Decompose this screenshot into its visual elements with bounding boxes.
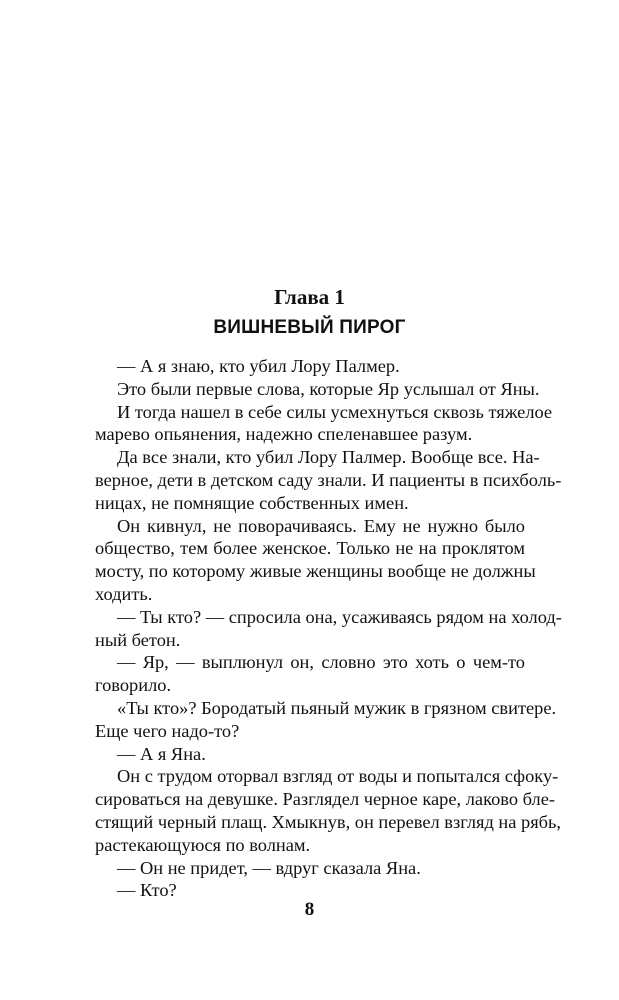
text-line: ходить. bbox=[95, 583, 153, 604]
text-line: — А я Яна. bbox=[117, 743, 206, 764]
text-line: Да все знали, кто убил Лору Палмер. Вообще все. На- bbox=[117, 447, 540, 468]
body-text bbox=[95, 355, 562, 902]
text-line: — А я знаю, кто убил Лору Палмер. bbox=[117, 356, 400, 376]
text-line: «Ты кто»? Бородатый пьяный мужик в грязном свитере. bbox=[117, 697, 557, 718]
text-line: марево опьянения, надежно спеленавшее разум. bbox=[95, 424, 473, 445]
chapter-title: ВИШНЕВЫЙ ПИРОГ bbox=[213, 317, 406, 338]
text-line: Это были первые слова, которые Яр услышал от Яны. bbox=[117, 378, 540, 399]
text-line: Он с трудом оторвал взгляд от воды и попытался сфоку- bbox=[117, 766, 559, 787]
text-line: сироваться на девушке. Разглядел черное каре, лаково бле- bbox=[95, 789, 555, 810]
text-line: — Яр, — выплюнул он, словно это хоть о чем-то bbox=[117, 652, 525, 673]
page-number: 8 bbox=[304, 899, 315, 920]
text-line: Он кивнул, не поворачиваясь. Ему не нужно было bbox=[117, 515, 525, 536]
text-line: И тогда нашел в себе силы усмехнуться сквозь тяжелое bbox=[117, 401, 553, 422]
text-line: растекающуюся по волнам. bbox=[95, 834, 311, 855]
text-line: Еще чего надо-то? bbox=[95, 720, 240, 741]
text-line: — Кто? bbox=[117, 880, 177, 901]
text-line: говорило. bbox=[95, 675, 172, 696]
text-line: — Ты кто? — спросила она, усаживаясь рядом на холод- bbox=[117, 606, 562, 627]
text-line: ницах, не помнящие собственных имен. bbox=[95, 492, 409, 513]
text-line: ный бетон. bbox=[95, 629, 181, 650]
chapter-number: Глава 1 bbox=[274, 285, 345, 309]
text-line: мосту, по которому живые женщины вообще не должны bbox=[95, 561, 536, 582]
text-line: стящий черный плащ. Хмыкнув, он перевел взгляд на рябь, bbox=[95, 811, 562, 832]
text-line: — Он не придет, — вдруг сказала Яна. bbox=[117, 857, 421, 878]
text-line: общество, тем более женское. Только не на проклятом bbox=[95, 538, 525, 559]
text-line: верное, дети в детском саду знали. И пациенты в психболь- bbox=[95, 469, 562, 490]
